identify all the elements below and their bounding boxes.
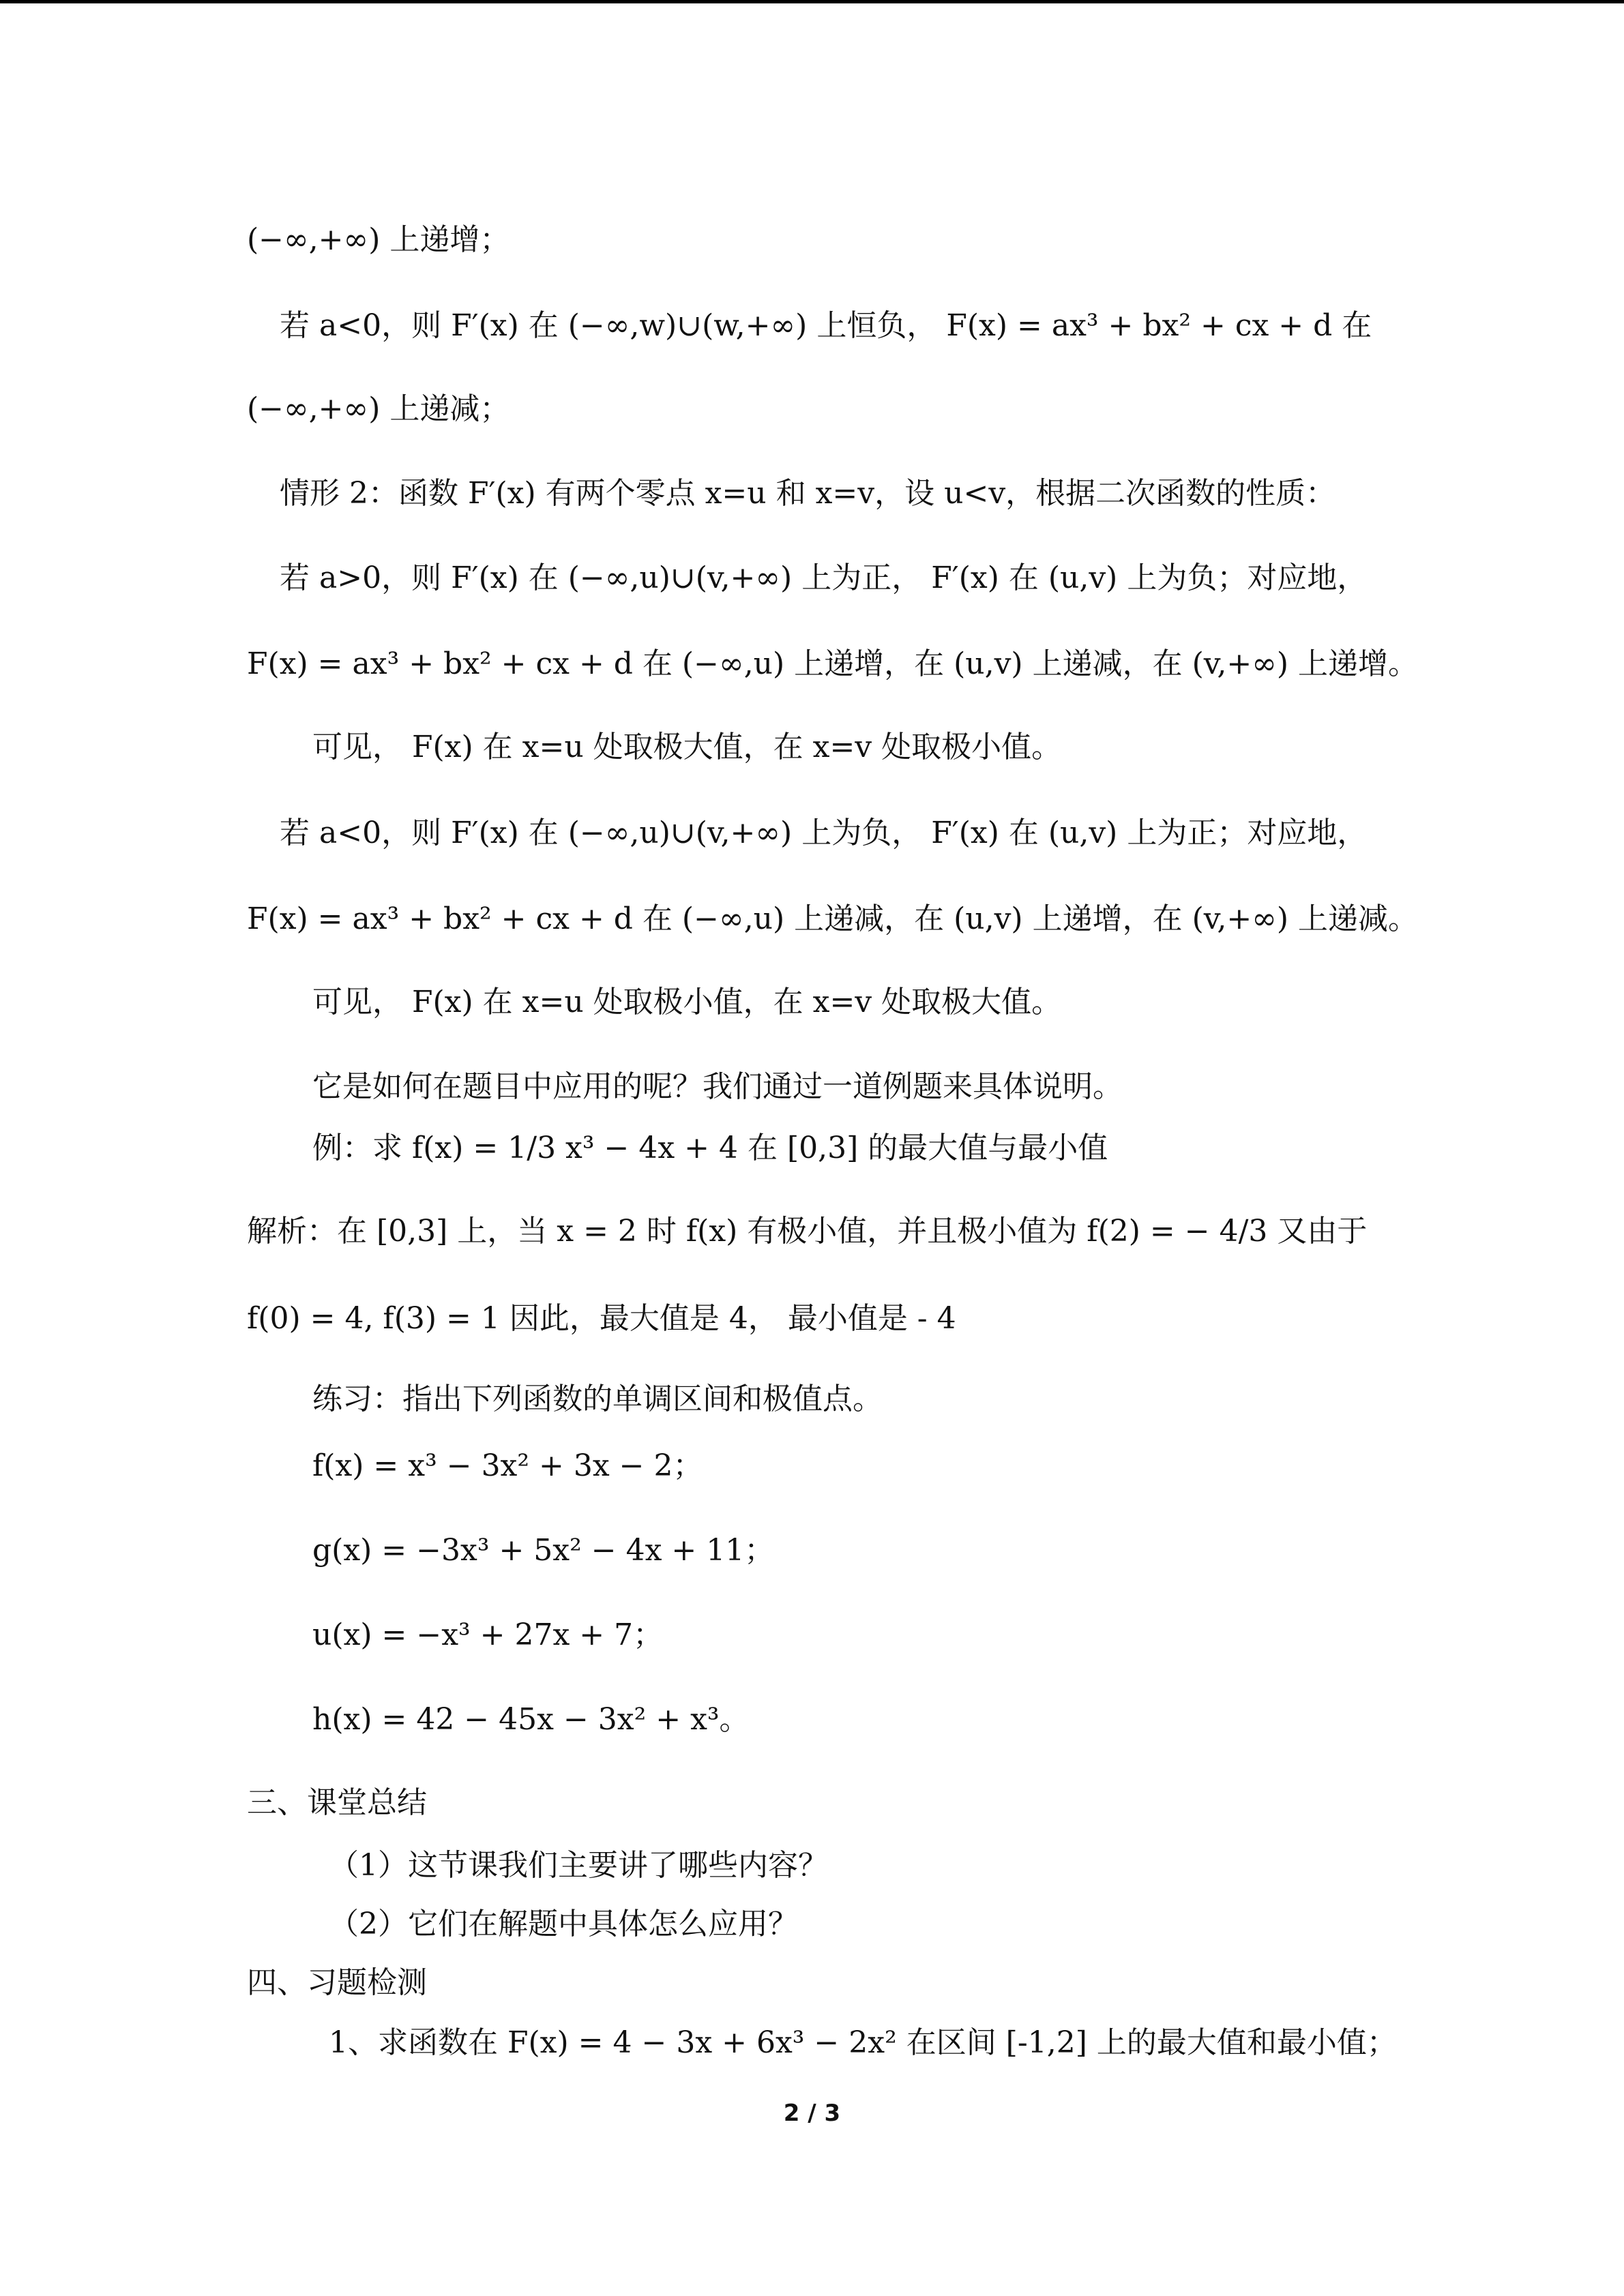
solution-line: f(0) = 4, f(3) = 1 因此，最大值是 4， 最小值是 - 4 (247, 1301, 956, 1336)
section-heading: 三、课堂总结 (247, 1785, 427, 1820)
text-line: F(x) = ax³ + bx² + cx + d 在 (−∞,u) 上递减，在 (u,v) 上递增，在 (v,+∞) 上递减。 (247, 901, 1419, 936)
example-line: 例：求 f(x) = 1/3 x³ − 4x + 4 在 [0,3] 的最大值与最小值 (312, 1131, 1108, 1165)
text-line: 若 a>0，则 F′(x) 在 (−∞,u)∪(v,+∞) 上为正， F′(x) 在 (u,v) 上为负；对应地， (280, 561, 1368, 595)
text-line: (−∞,+∞) 上递增； (247, 222, 510, 257)
top-border (0, 0, 1624, 3)
exercise-line: u(x) = −x³ + 27x + 7； (312, 1617, 664, 1652)
exercise-line: f(x) = x³ − 3x² + 3x − 2； (312, 1448, 703, 1483)
text-line: 情形 2：函数 F′(x) 有两个零点 x=u 和 x=v，设 u<v，根据二次函数的性质： (280, 476, 1336, 511)
section-heading: 四、习题检测 (247, 1965, 427, 2000)
text-line: (−∞,+∞) 上递减； (247, 391, 510, 426)
text-line: （2）它们在解题中具体怎么应用？ (329, 1907, 798, 1941)
text-line: F(x) = ax³ + bx² + cx + d 在 (−∞,u) 上递增，在 (u,v) 上递减，在 (v,+∞) 上递增。 (247, 646, 1419, 681)
page-number: 2 / 3 (783, 2100, 841, 2127)
text-line: （1）这节课我们主要讲了哪些内容？ (329, 1848, 828, 1883)
text-line: 若 a<0，则 F′(x) 在 (−∞,u)∪(v,+∞) 上为负， F′(x) 在 (u,v) 上为正；对应地， (280, 816, 1368, 850)
exercise-line: g(x) = −3x³ + 5x² − 4x + 11； (312, 1533, 775, 1568)
text-line: 它是如何在题目中应用的呢？我们通过一道例题来具体说明。 (312, 1069, 1123, 1104)
problem-line: 1、求函数在 F(x) = 4 − 3x + 6x³ − 2x² 在区间 [-1,2] 上的最大值和最小值； (329, 2025, 1397, 2060)
text-line: 可见， F(x) 在 x=u 处取极大值，在 x=v 处取极小值。 (312, 730, 1062, 764)
exercise-line: h(x) = 42 − 45x − 3x² + x³。 (312, 1702, 750, 1737)
text-line: 练习：指出下列函数的单调区间和极值点。 (312, 1382, 883, 1416)
text-line: 可见， F(x) 在 x=u 处取极小值，在 x=v 处取极大值。 (312, 985, 1062, 1019)
text-line: 若 a<0，则 F′(x) 在 (−∞,w)∪(w,+∞) 上恒负， F(x) = ax³ + bx² + cx + d 在 (280, 308, 1372, 343)
solution-line: 解析：在 [0,3] 上，当 x = 2 时 f(x) 有极小值，并且极小值为 f(2) = − 4/3 又由于 (247, 1214, 1368, 1249)
